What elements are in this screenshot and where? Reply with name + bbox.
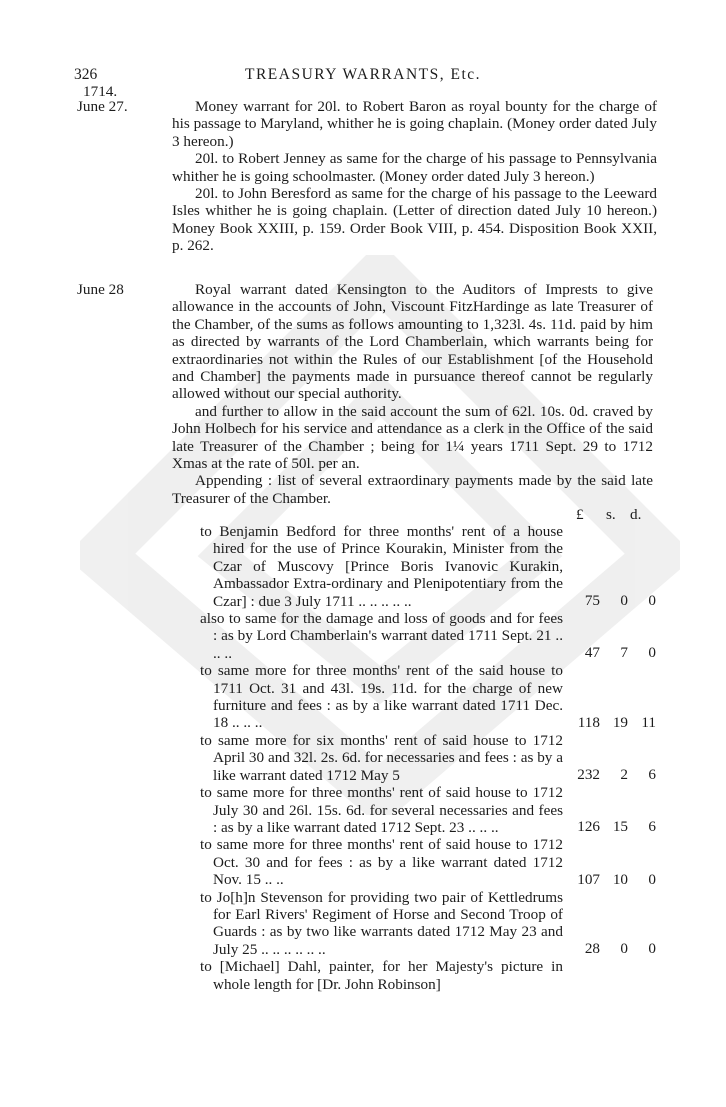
amount-shillings: 7: [620, 644, 628, 662]
running-head: TREASURY WARRANTS, Etc.: [244, 66, 481, 83]
payment-description: to same more for three months' rent of the said house to 1711 Oct. 31 and 43l. 19s. 11d. for the charge of new furniture and fees : as by a like warrant dated 1711 Dec. 18 .. .. ..: [200, 662, 563, 732]
payment-description: to Benjamin Bedford for three months' rent of a house hired for the use of Prince Kourakin, Minister from the Czar of Muscovy [Prince Boris Ivanovic Kurakin, Ambassador Extra-ordinary and Plenipotentiary from the Czar] : due 3 July 1711 .. .. .. .. ..: [200, 523, 563, 610]
amount-pounds: 118: [577, 713, 600, 731]
payment-amount: [570, 592, 660, 610]
entry-paragraph: Money warrant for 20l. to Robert Baron as royal bounty for the charge of his passage to Maryland, whither he is going chaplain. (Money order dated July 3 hereon.): [172, 98, 657, 150]
amount-shillings: 10: [612, 870, 628, 888]
payment-description: to [Michael] Dahl, painter, for her Majesty's picture in whole length for [Dr. John Robinson]: [200, 958, 563, 993]
year-marginal: 1714.: [83, 83, 118, 100]
payment-amount: [570, 871, 660, 889]
payment-item: [200, 889, 660, 959]
page-number: 326: [74, 66, 98, 83]
amount-pounds: 126: [577, 818, 600, 836]
entry-paragraph: Appending : list of several extraordinary payments made by the said late Treasurer of the Chamber.: [172, 472, 653, 507]
pence-header: d.: [630, 506, 642, 523]
entry-date: June 28: [77, 281, 124, 298]
amount-pence: 0: [648, 940, 656, 958]
payment-item: [200, 836, 660, 888]
payment-item: [200, 662, 660, 732]
entry-royal-warrant: [172, 281, 653, 507]
amount-shillings: 19: [612, 713, 628, 731]
entry-paragraph: and further to allow in the said account the sum of 62l. 10s. 0d. craved by John Holbech for his service and attendance as a clerk in the Office of the said late Treasurer of the Chamber ; being for 1¼ years 1711 Sept. 29 to 1712 Xmas at the rate of 50l. per an.: [172, 402, 653, 473]
payment-item: [200, 610, 660, 662]
amount-pence: 11: [641, 713, 656, 731]
payment-description: to same more for three months' rent of said house to 1712 Oct. 30 and for fees : as by a like warrant dated 1712 Nov. 15 .. ..: [200, 836, 563, 889]
amount-pence: 0: [648, 870, 656, 888]
entry-paragraph: Royal warrant dated Kensington to the Auditors of Imprests to give allowance in the accounts of John, Viscount FitzHardinge as late Treasurer of the Chamber, of the sums as follows amounting to 1,323l. 4s. 11d. paid by him as directed by warrants of the Lord Chamberlain, which warrants being for extraordinaries not within the Rules of our Establishment [of the Household and Chamber] the payments made in pursuance thereof cannot be regularly allowed without our special authority.: [172, 281, 653, 403]
payment-amount: [570, 714, 660, 732]
money-column-headers: [570, 506, 660, 524]
entry-paragraph: 20l. to Robert Jenney as same for the charge of his passage to Pennsylvania whither he is going schoolmaster. (Money order dated July 3 hereon.): [172, 150, 657, 185]
payment-item: [200, 523, 660, 610]
amount-pounds: 47: [584, 644, 600, 662]
amount-shillings: 0: [620, 940, 628, 958]
amount-shillings: 2: [620, 766, 628, 784]
shillings-header: s.: [606, 506, 616, 523]
payment-amount: [570, 940, 660, 958]
payment-item: [200, 784, 660, 836]
amount-pounds: 232: [577, 766, 600, 784]
amount-pounds: 107: [577, 870, 600, 888]
amount-pounds: 75: [584, 592, 600, 610]
payment-list: [200, 523, 660, 993]
payment-item: [200, 958, 660, 993]
payment-description: to same more for six months' rent of said house to 1712 April 30 and 32l. 2s. 6d. for necessaries and fees : as by a like warrant dated 1712 May 5: [200, 731, 563, 784]
amount-shillings: 0: [620, 592, 628, 610]
payment-amount: [570, 766, 660, 784]
payment-description: also to same for the damage and loss of goods and for fees : as by Lord Chamberlain's warrant dated 1711 Sept. 21 .. .. ..: [200, 610, 563, 662]
payment-amount: [570, 818, 660, 836]
payment-amount: [570, 644, 660, 662]
entry-date: June 27.: [77, 98, 128, 115]
amount-pence: 0: [648, 644, 656, 662]
entry-money-warrant: [172, 98, 657, 255]
amount-pence: 0: [648, 592, 656, 610]
payment-item: [200, 732, 660, 784]
payment-description: to same more for three months' rent of said house to 1712 July 30 and 26l. 15s. 6d. for several necessaries and fees : as by a like warrant dated 1712 Sept. 23 .. .. ..: [200, 784, 563, 836]
amount-pence: 6: [648, 818, 656, 836]
amount-pounds: 28: [584, 940, 600, 958]
amount-pence: 6: [648, 766, 656, 784]
pounds-header: £: [576, 506, 584, 523]
entry-paragraph: 20l. to John Beresford as same for the charge of his passage to the Leeward Isles whither he is going chaplain. (Letter of direction dated July 10 hereon.) Money Book XXIII, p. 159. Order Book VIII, p. 454. Disposition Book XXII, p. 262.: [172, 185, 657, 255]
payment-description: to Jo[h]n Stevenson for providing two pair of Kettledrums for Earl Rivers' Regiment of Horse and Second Troop of Guards : as by two like warrants dated 1712 May 23 and July 25 .. .. .. .. .. ..: [200, 888, 563, 958]
amount-shillings: 15: [612, 818, 628, 836]
